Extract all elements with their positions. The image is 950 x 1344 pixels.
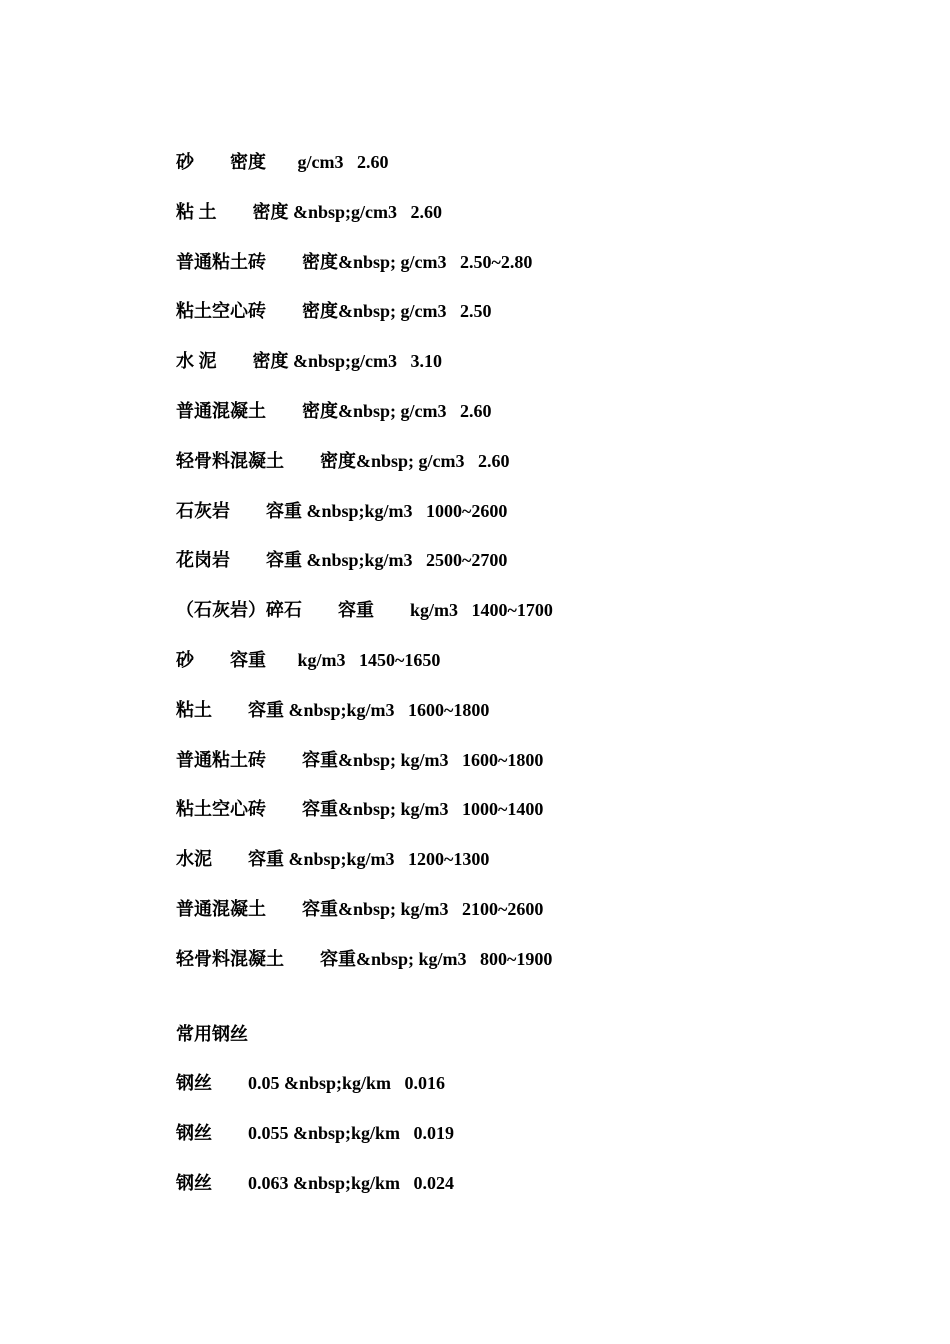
material-line: 水泥 容重 &nbsp;kg/m3 1200~1300 <box>176 849 490 870</box>
material-line: 普通粘土砖 密度&nbsp; g/cm3 2.50~2.80 <box>176 251 533 272</box>
material-line: 砂 容重 kg/m3 1450~1650 <box>176 649 441 670</box>
material-line: 石灰岩 容重 &nbsp;kg/m3 1000~2600 <box>176 500 508 521</box>
wire-line: 钢丝 0.055 &nbsp;kg/km 0.019 <box>176 1123 455 1144</box>
material-line: 砂 密度 g/cm3 2.60 <box>176 152 389 172</box>
material-line: 普通混凝土 密度&nbsp; g/cm3 2.60 <box>176 400 492 421</box>
material-line: 水 泥 密度 &nbsp;g/cm3 3.10 <box>176 351 443 372</box>
material-line: 轻骨料混凝土 容重&nbsp; kg/m3 800~1900 <box>176 948 553 969</box>
wire-line: 钢丝 0.063 &nbsp;kg/km 0.024 <box>176 1172 455 1193</box>
material-line: 粘土空心砖 容重&nbsp; kg/m3 1000~1400 <box>176 799 544 820</box>
material-line: 普通粘土砖 容重&nbsp; kg/m3 1600~1800 <box>176 749 544 770</box>
material-line: 普通混凝土 容重&nbsp; kg/m3 2100~2600 <box>176 898 544 919</box>
material-line: 轻骨料混凝土 密度&nbsp; g/cm3 2.60 <box>176 450 510 471</box>
material-line: （石灰岩）碎石 容重 kg/m3 1400~1700 <box>176 600 553 621</box>
wire-line: 钢丝 0.05 &nbsp;kg/km 0.016 <box>176 1073 446 1094</box>
wire-section-heading: 常用钢丝 <box>176 1023 248 1044</box>
material-line: 花岗岩 容重 &nbsp;kg/m3 2500~2700 <box>176 550 508 571</box>
material-line: 粘土 容重 &nbsp;kg/m3 1600~1800 <box>176 699 490 720</box>
material-line: 粘 土 密度 &nbsp;g/cm3 2.60 <box>176 201 443 222</box>
document-content <box>176 148 876 1219</box>
material-line: 粘土空心砖 密度&nbsp; g/cm3 2.50 <box>176 301 492 322</box>
